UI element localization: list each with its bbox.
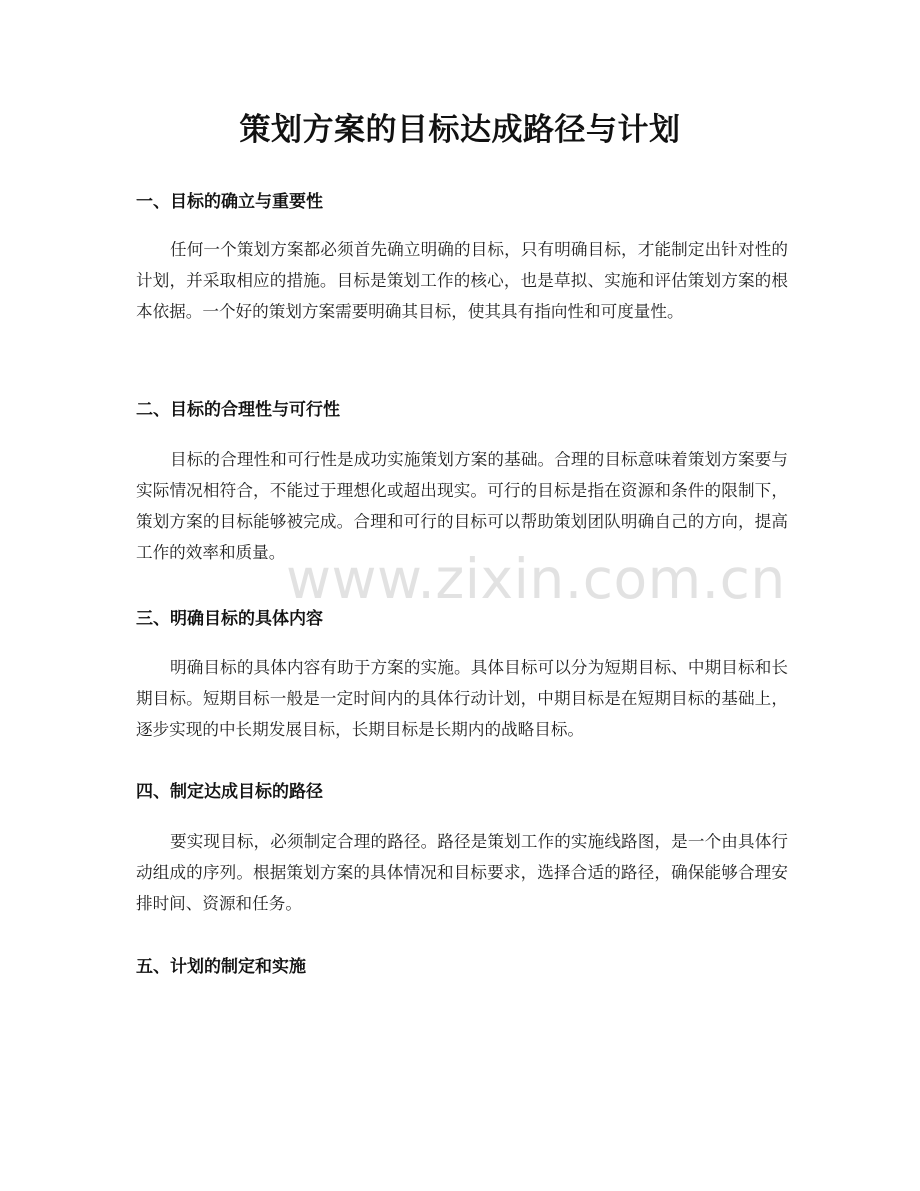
section-heading-2: 二、目标的合理性与可行性 — [136, 400, 340, 420]
section-paragraph-1: 任何一个策划方案都必须首先确立明确的目标，只有明确目标，才能制定出针对性的计划，并采取相应的措施。目标是策划工作的核心，也是草拟、实施和评估策划方案的根本依据。一个好的策划方案需要明确其目标，使其具有指向性和可度量性。 — [136, 240, 788, 321]
section-paragraph-2: 目标的合理性和可行性是成功实施策划方案的基础。合理的目标意味着策划方案要与实际情况相符合，不能过于理想化或超出现实。可行的目标是指在资源和条件的限制下，策划方案的目标能够被完成。合理和可行的目标可以帮助策划团队明确自己的方向，提高工作的效率和质量。 — [136, 450, 788, 562]
watermark-text: www.zixin.com.cn — [286, 547, 786, 611]
section-heading-1: 一、目标的确立与重要性 — [136, 192, 323, 212]
section-heading-3: 三、明确目标的具体内容 — [136, 609, 323, 629]
section-paragraph-4: 要实现目标，必须制定合理的路径。路径是策划工作的实施线路图，是一个由具体行动组成的序列。根据策划方案的具体情况和目标要求，选择合适的路径，确保能够合理安排时间、资源和任务。 — [136, 832, 788, 913]
section-heading-4: 四、制定达成目标的路径 — [136, 782, 323, 802]
section-heading-5: 五、计划的制定和实施 — [136, 957, 306, 977]
section-paragraph-3: 明确目标的具体内容有助于方案的实施。具体目标可以分为短期目标、中期目标和长期目标。短期目标一般是一定时间内的具体行动计划，中期目标是在短期目标的基础上，逐步实现的中长期发展目标，长期目标是长期内的战略目标。 — [136, 658, 788, 739]
page-title: 策划方案的目标达成路径与计划 — [239, 112, 681, 148]
